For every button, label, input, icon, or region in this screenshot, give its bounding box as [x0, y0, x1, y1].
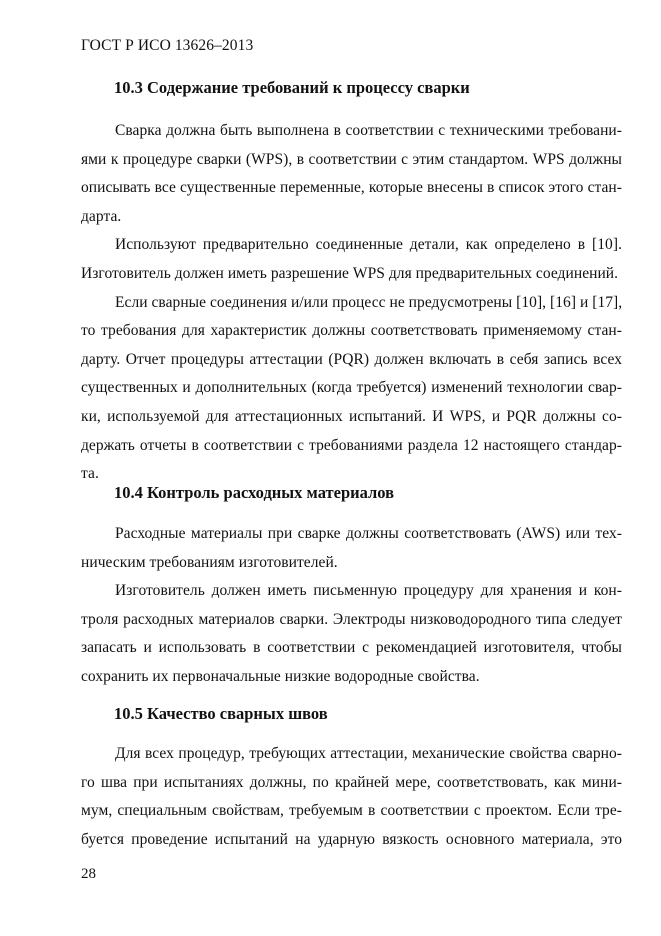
section-10-4	[81, 482, 622, 504]
paragraph	[81, 289, 622, 489]
section-10-5-body	[81, 740, 622, 854]
paragraph	[81, 577, 622, 691]
text-line: Если сварные соединения и/или процесс не предусмотрены [10], [16] и [17],	[115, 293, 623, 311]
section-heading: 10.5 Качество сварных швов	[114, 704, 328, 723]
section-10-5	[81, 703, 622, 725]
text-line: запасать и использовать в соответствии с рекомендацией изготовителя, чтобы	[81, 639, 622, 657]
page-number: 28	[81, 866, 96, 882]
text-line: дарту. Отчет процедуры аттестации (PQR) должен включать в себя запись всех	[81, 350, 622, 368]
paragraph	[81, 520, 622, 577]
section-heading: 10.4 Контроль расходных материалов	[114, 483, 395, 502]
text-line: Изготовитель должен иметь разрешение WPS для предварительных соединений.	[81, 264, 619, 282]
paragraph	[81, 117, 622, 231]
text-line: го шва при испытаниях должны, по крайней мере, соответствовать, как мини-	[81, 773, 622, 791]
text-line: описывать все существенные переменные, которые внесены в список этого стан-	[81, 179, 622, 197]
text-line: Изготовитель должен иметь письменную процедуру для хранения и кон-	[115, 582, 622, 600]
section-10-4-body	[81, 520, 622, 692]
text-line: держать отчеты в соответствии с требованиями раздела 12 настоящего стандар-	[81, 436, 622, 454]
text-line: мум, специальным свойствам, требуемым в соответствии с проектом. Если тре-	[81, 802, 622, 820]
section-heading: 10.3 Содержание требований к процессу сварки	[114, 78, 470, 97]
text-line: ки, используемой для аттестационных испытаний. И WPS, и PQR должны со-	[81, 407, 622, 425]
paragraph	[81, 231, 622, 288]
text-line: существенных и дополнительных (когда требуется) изменений технологии свар-	[81, 379, 622, 397]
text-line: та.	[81, 465, 99, 483]
text-line: ническим требованиям изготовителей.	[81, 553, 338, 571]
text-line: троля расходных материалов сварки. Электроды низководородного типа следует	[81, 610, 622, 628]
text-line: дарта.	[81, 207, 122, 225]
text-line: ями к процедуре сварки (WPS), в соответствии с этим стандартом. WPS должны	[81, 150, 622, 168]
document-header: ГОСТ Р ИСО 13626–2013	[81, 37, 254, 54]
text-line: Расходные материалы при сварке должны соответствовать (AWS) или тех-	[115, 525, 622, 542]
text-line: Для всех процедур, требующих аттестации, механические свойства сварно-	[115, 745, 622, 762]
text-line: то требования для характеристик должны соответствовать применяемому стан-	[81, 322, 622, 340]
text-line: буется проведение испытаний на ударную вязкость основного материала, это	[81, 830, 622, 848]
section-10-3	[81, 77, 622, 99]
text-line: сохранить их первоначальные низкие водородные свойства.	[81, 667, 480, 685]
section-10-3-body	[81, 117, 622, 489]
text-line: Сварка должна быть выполнена в соответствии с техническими требовани-	[115, 122, 622, 139]
text-line: Используют предварительно соединенные детали, как определено в [10].	[115, 236, 622, 254]
paragraph	[81, 740, 622, 854]
